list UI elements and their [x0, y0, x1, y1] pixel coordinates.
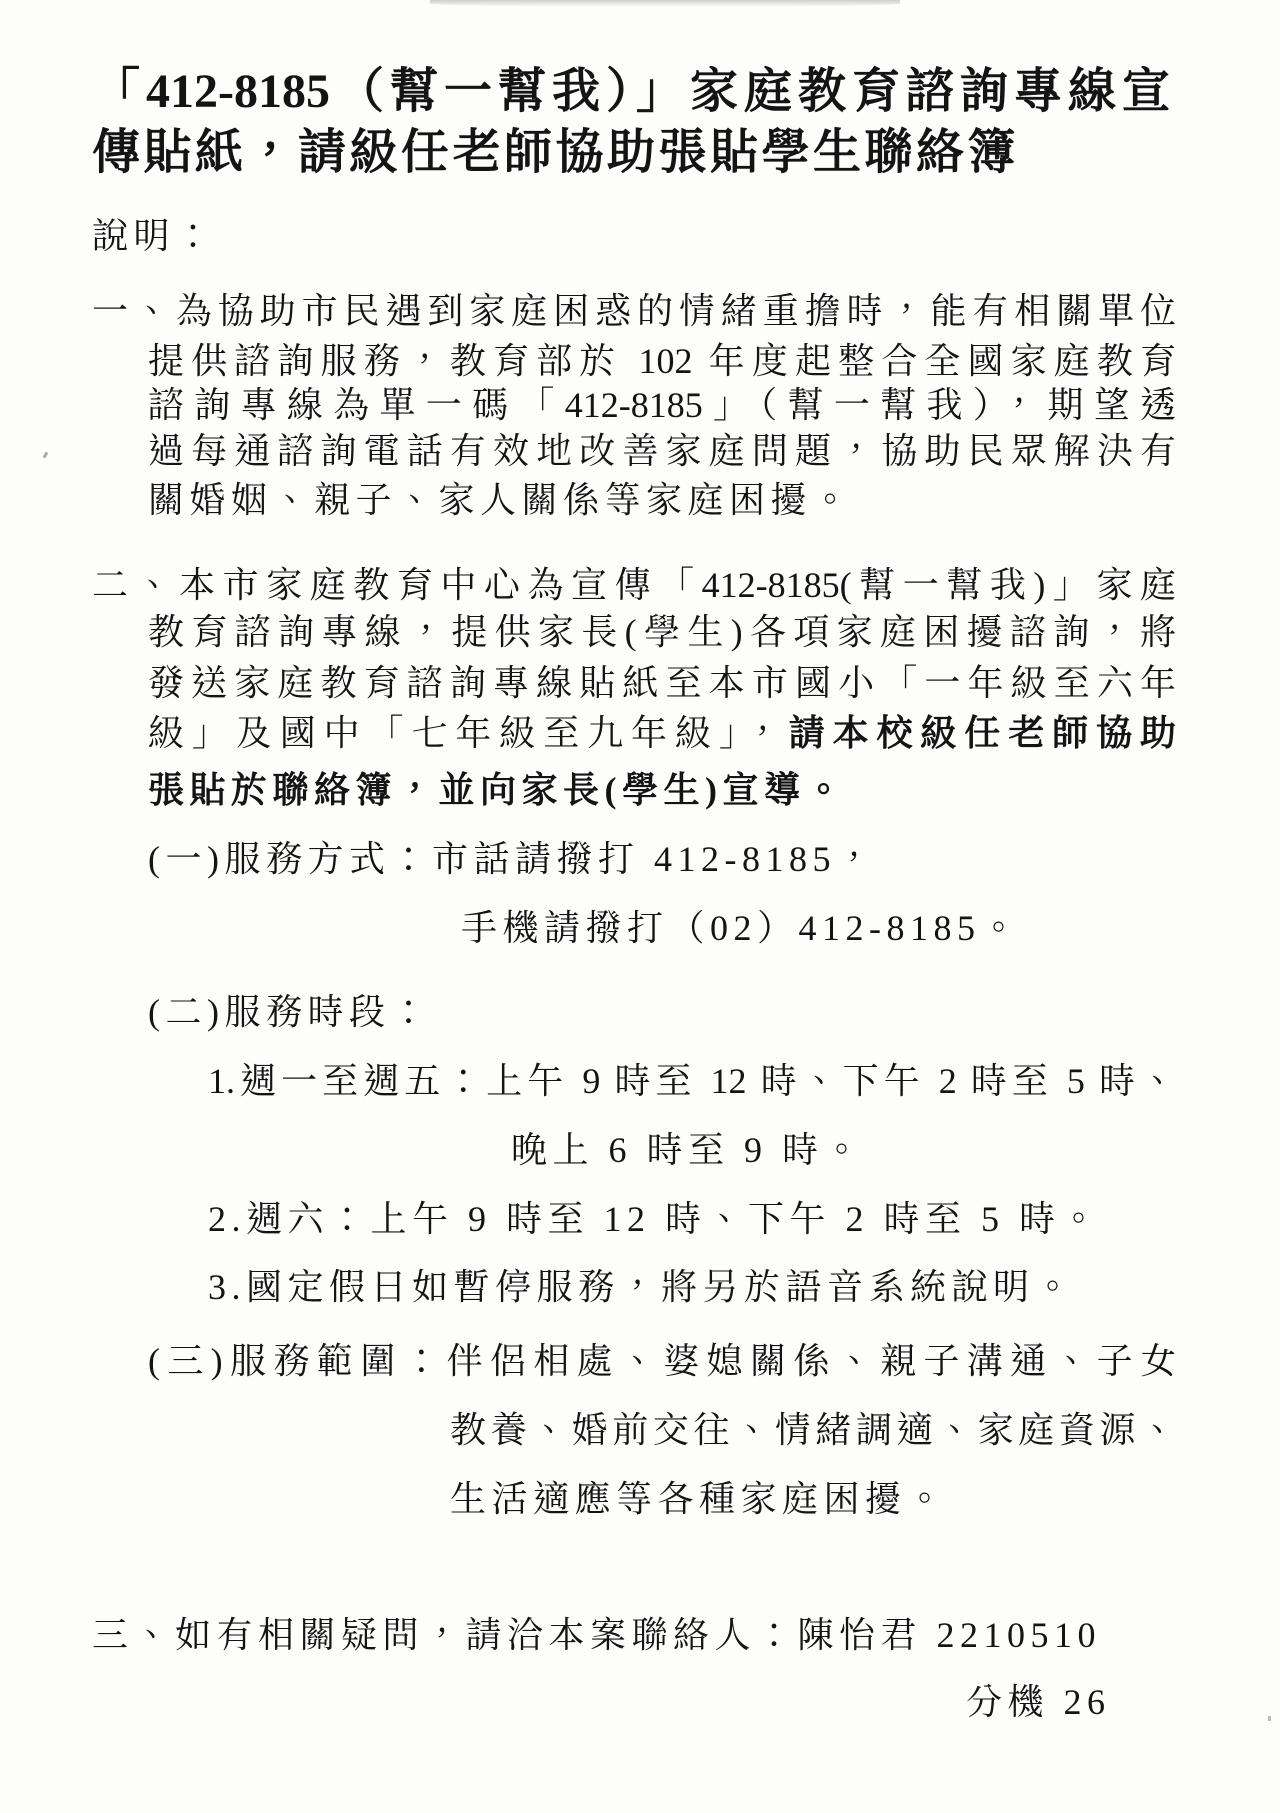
service-hours-heading: (二)服務時段：	[148, 992, 432, 1032]
title-line-1: 「412-8185（幫一幫我）」家庭教育諮詢專線宣	[92, 65, 1170, 118]
explanation-label: 說明：	[92, 216, 217, 256]
item-1-line-5: 關婚姻、親子、家人關係等家庭困擾。	[148, 480, 854, 520]
item-2-line-3: 發送家庭教育諮詢專線貼紙至本市國小「一年級至六年	[148, 663, 1176, 703]
service-scope-line-2: 教養、婚前交往、情緒調適、家庭資源、	[450, 1410, 1176, 1450]
service-scope-line-3: 生活適應等各種家庭困擾。	[450, 1479, 949, 1519]
scan-speck	[43, 452, 49, 459]
item-1-line-2: 提供諮詢服務，教育部於 102 年度起整合全國家庭教育	[148, 341, 1176, 381]
service-method-landline: (一)服務方式：市話請撥打 412-8185，	[148, 839, 878, 879]
item-2-line-5-emphasis: 張貼於聯絡簿，並向家長(學生)宣導。	[148, 770, 847, 810]
service-hours-weekdays-line-2: 晚上 6 時至 9 時。	[511, 1130, 866, 1170]
title-line-2: 傳貼紙，請級任老師協助張貼學生聯絡簿	[92, 126, 1020, 179]
service-hours-saturday: 2.週六：上午 9 時至 12 時、下午 2 時至 5 時。	[208, 1199, 1103, 1239]
item-1-line-1: 一、為協助市民遇到家庭困惑的情緒重擔時，能有相關單位	[92, 291, 1176, 331]
item-1-line-4: 過每通諮詢電話有效地改善家庭問題，協助民眾解決有	[148, 431, 1176, 471]
item-2-line-4-emphasis: 請本校級任老師協助	[788, 713, 1176, 753]
item-2-line-4-regular: 級」及國中「七年級至九年級」，	[148, 713, 789, 753]
service-scope-line-1: (三)服務範圍：伴侶相處、婆媳關係、親子溝通、子女	[148, 1341, 1176, 1381]
service-hours-weekdays-line-1: 1.週一至週五：上午 9 時至 12 時、下午 2 時至 5 時、	[208, 1061, 1176, 1101]
scan-speck	[1268, 1716, 1271, 1721]
service-hours-holidays: 3.國定假日如暫停服務，將另於語音系統說明。	[208, 1267, 1077, 1307]
scan-edge-shadow	[430, 0, 900, 7]
item-2-line-4	[148, 711, 1176, 755]
service-method-mobile: 手機請撥打（02）412-8185。	[461, 908, 1022, 948]
item-2-line-2: 教育諮詢專線，提供家長(學生)各項家庭困擾諮詢，將	[148, 612, 1176, 652]
item-2-line-1: 二、本市家庭教育中心為宣傳「412-8185(幫一幫我)」家庭	[92, 565, 1176, 605]
item-1-line-3: 諮詢專線為單一碼「412-8185」（幫一幫我），期望透	[148, 385, 1176, 425]
contact-line: 三、如有相關疑問，請洽本案聯絡人：陳怡君 2210510	[92, 1615, 1102, 1655]
contact-extension: 分機 26	[966, 1682, 1111, 1722]
